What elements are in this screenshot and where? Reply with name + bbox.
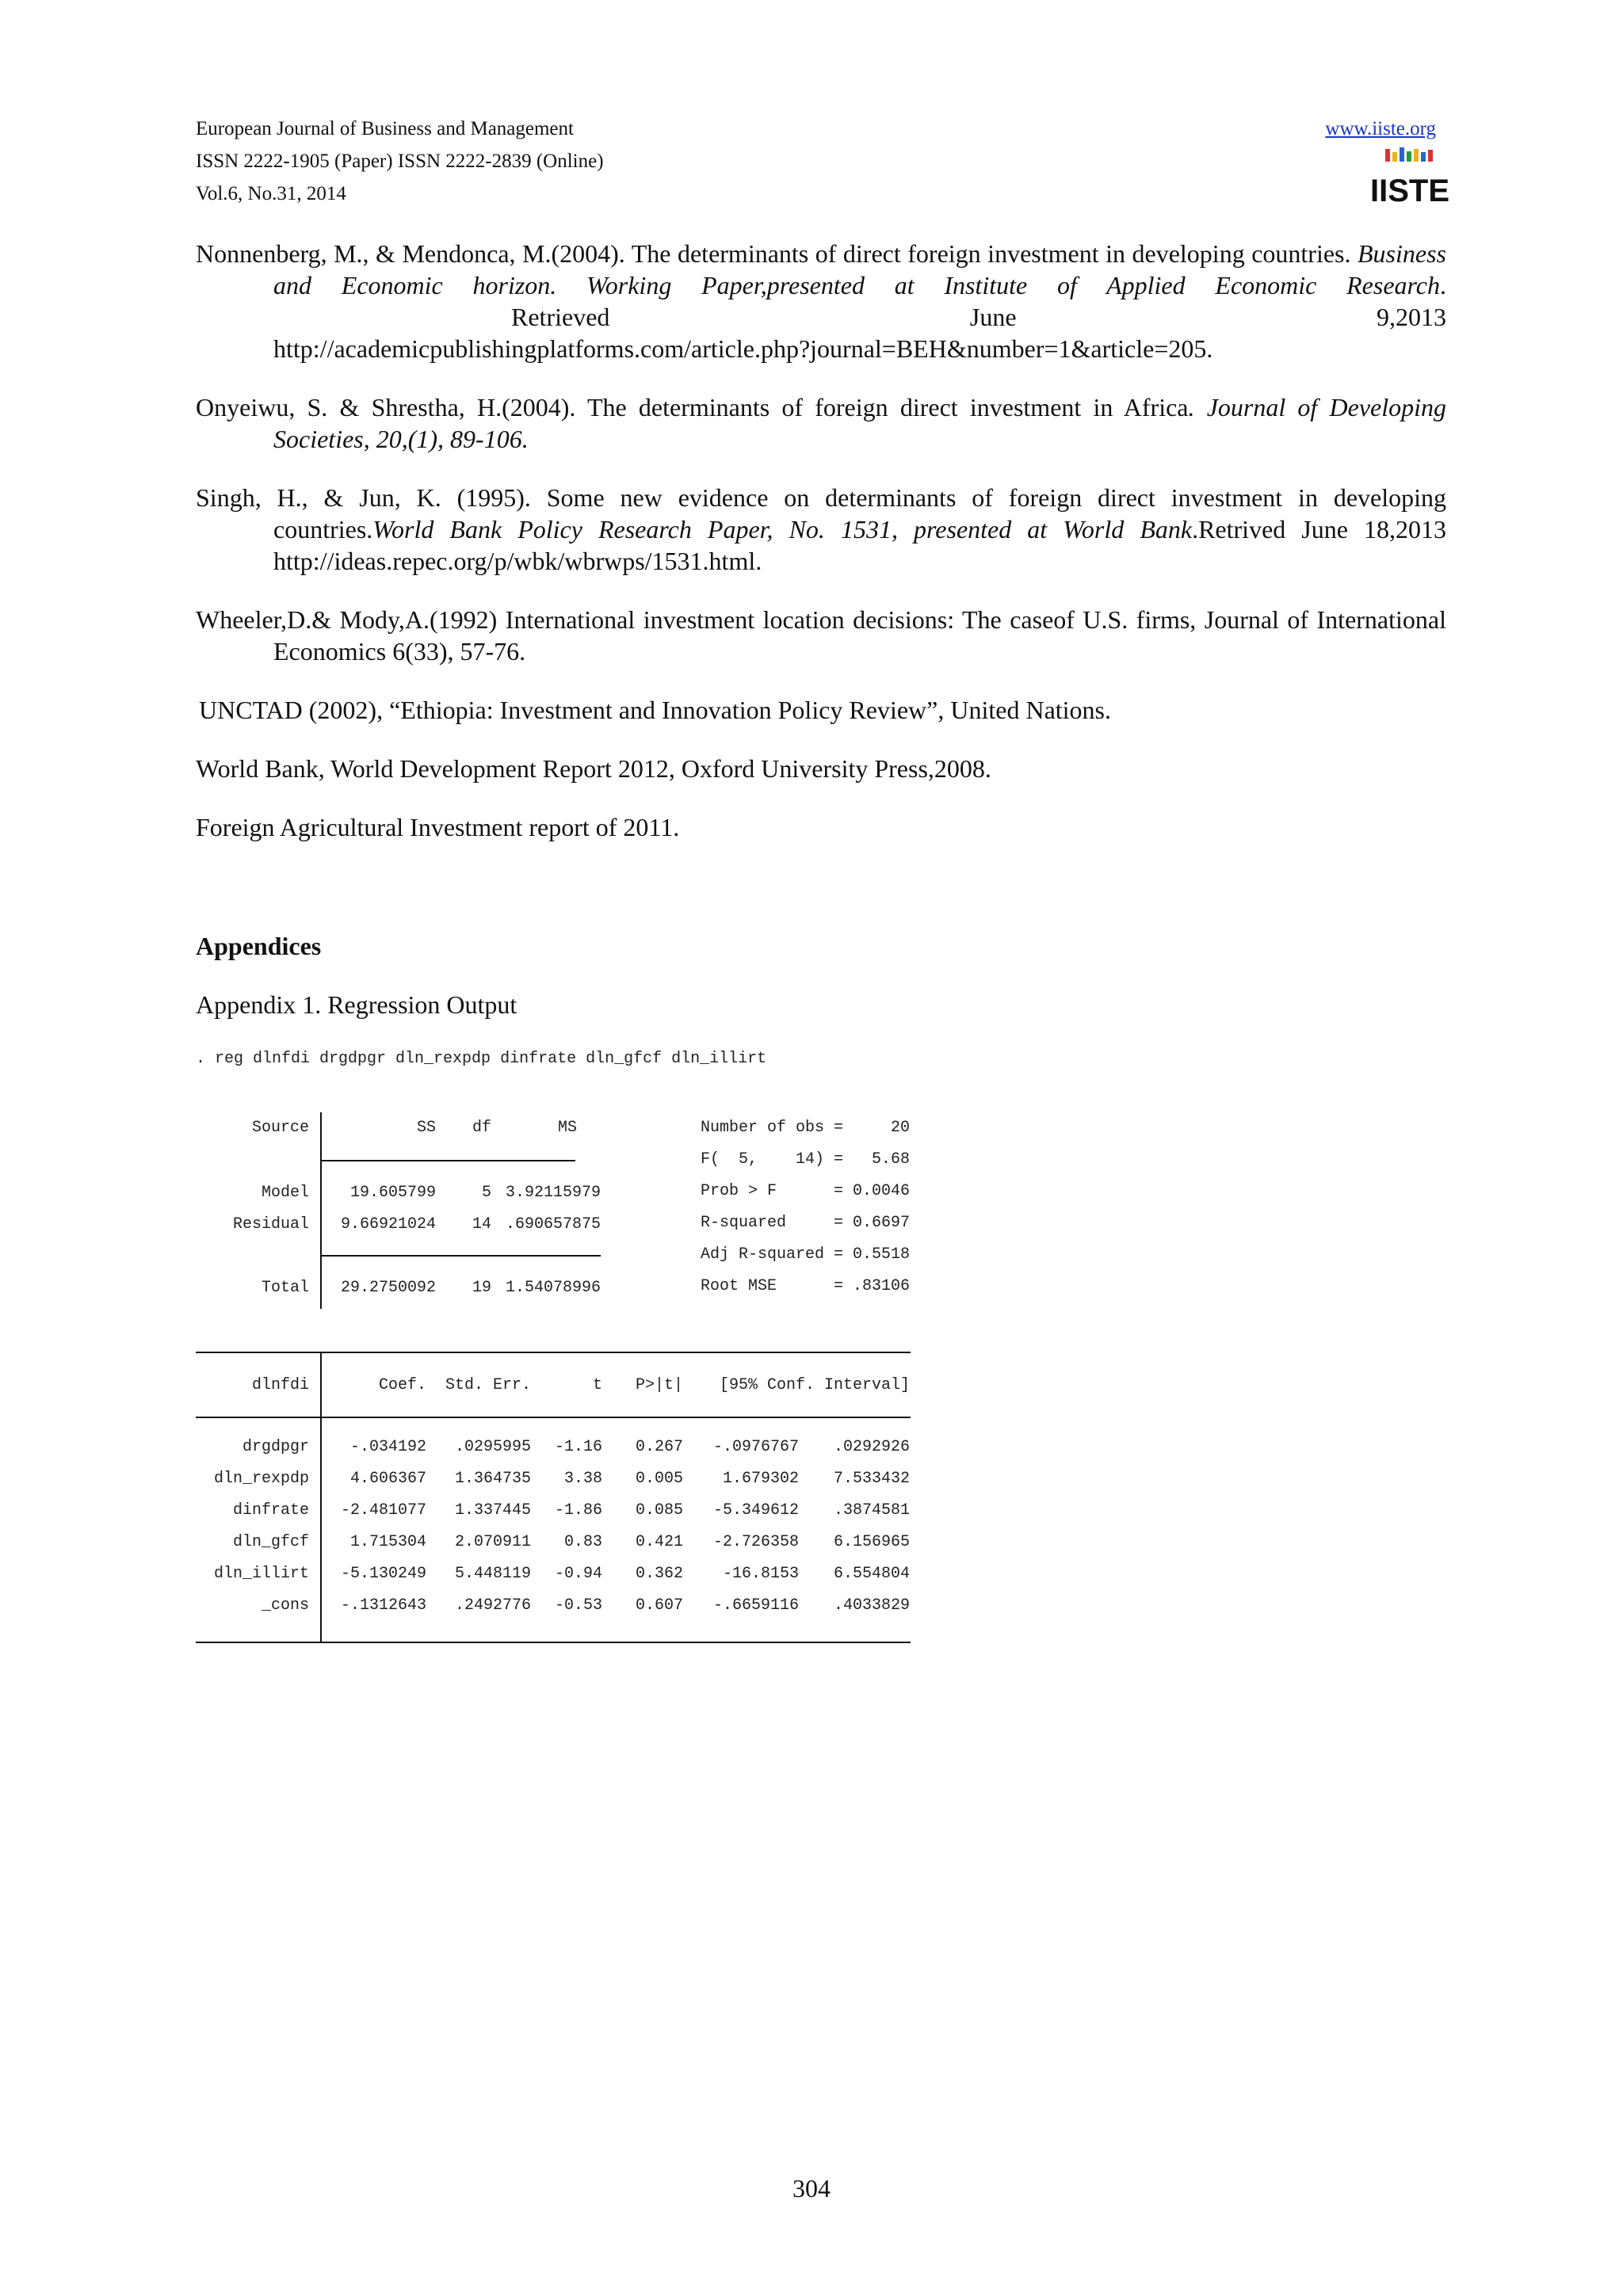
anova-row-model-source: Model <box>261 1184 309 1202</box>
coef-row-cell: -5.349612 <box>712 1501 799 1520</box>
coef-row-cell: 1.715304 <box>349 1533 426 1551</box>
coef-row-variable: _cons <box>261 1596 309 1615</box>
stata-command: . reg dlnfdi drgdpgr dln_rexpdp dinfrate dln_gfcf dln_illirt <box>196 1050 767 1068</box>
stat-value: 0.0046 <box>852 1182 910 1200</box>
coef-row-cell: -0.53 <box>555 1596 603 1615</box>
coef-row-cell: 0.607 <box>635 1596 683 1615</box>
anova-header-source: Source <box>251 1119 309 1137</box>
anova-header-ms: MS <box>557 1119 577 1137</box>
coef-row-variable: dln_illirt <box>213 1565 309 1583</box>
stat-label: Prob > F = <box>701 1182 844 1200</box>
journal-title: European Journal of Business and Management <box>196 118 574 139</box>
coef-row-cell: -2.726358 <box>712 1533 799 1551</box>
coef-row-variable: dinfrate <box>232 1501 309 1520</box>
coef-row-cell: -1.86 <box>555 1501 603 1520</box>
stat-value: 20 <box>890 1119 910 1137</box>
coef-row-cell: 4.606367 <box>349 1470 426 1488</box>
coef-row-cell: 2.070911 <box>454 1533 531 1551</box>
stat-value: 0.6697 <box>852 1214 910 1232</box>
coef-row-cell: .0295995 <box>454 1438 531 1456</box>
stat-label: F( 5, 14) = <box>701 1150 844 1169</box>
coef-row-cell: -0.94 <box>555 1565 603 1583</box>
coef-row-cell: 6.554804 <box>833 1565 910 1583</box>
header-right <box>1325 113 1436 145</box>
coef-row-cell: 1.679302 <box>722 1470 799 1488</box>
iiste-logo <box>1369 147 1450 208</box>
coef-header-coef: Coef. <box>378 1376 426 1394</box>
anova-total-ms: 1.54078996 <box>505 1279 601 1297</box>
coef-row-cell: 1.364735 <box>454 1470 531 1488</box>
coef-header-t: t <box>592 1376 602 1394</box>
reference-foreign-agri: Foreign Agricultural Investment report of 2011. <box>196 813 680 841</box>
stat-label: Number of obs = <box>701 1119 844 1137</box>
coef-row-cell: .4033829 <box>833 1596 910 1615</box>
journal-issn: ISSN 2222-1905 (Paper) ISSN 2222-2839 (Online) <box>196 151 604 172</box>
anova-row-residual-source: Residual <box>232 1215 309 1234</box>
coef-row-cell: .3874581 <box>833 1501 910 1520</box>
stat-value: .83106 <box>852 1277 910 1295</box>
logo-text: IISTE <box>1369 174 1450 208</box>
coef-row-variable: dln_rexpdp <box>213 1470 309 1488</box>
reference-nonnenberg: Nonnenberg, M., & Mendonca, M.(2004). The determinants of direct foreign investment in developing countries. Business and Economic horizon. Working Paper,presented at Institute of Applied Economic Research. Retrieved June 9,2013 http://academicpublishingplatforms.com/article.php?journal=BEH&number=1&article=205. <box>196 239 1447 363</box>
coef-row-cell: 0.085 <box>635 1501 683 1520</box>
appendix-1-title: Appendix 1. Regression Output <box>196 990 517 1019</box>
coef-row-cell: 7.533432 <box>833 1470 910 1488</box>
coef-row-cell: .0292926 <box>833 1438 910 1456</box>
anova-total-ss: 29.2750092 <box>340 1279 436 1297</box>
coef-row-cell: 6.156965 <box>833 1533 910 1551</box>
journal-header <box>196 113 604 210</box>
coef-header-p: P>|t| <box>635 1376 683 1394</box>
coef-row-variable: dln_gfcf <box>232 1533 309 1551</box>
coef-row-cell: .2492776 <box>454 1596 531 1615</box>
anova-header-df: df <box>472 1119 491 1137</box>
stat-label: Adj R-squared = <box>701 1245 844 1264</box>
anova-header-ss: SS <box>416 1119 436 1137</box>
reference-world-bank: World Bank, World Development Report 2012, Oxford University Press,2008. <box>196 754 991 783</box>
coef-row-cell: 0.005 <box>635 1470 683 1488</box>
coef-header-se: Std. Err. <box>445 1376 531 1394</box>
coef-row-cell: 0.362 <box>635 1565 683 1583</box>
anova-row-residual-df: 14 <box>472 1215 491 1234</box>
anova-total-df: 19 <box>472 1279 491 1297</box>
coef-row-cell: -.0976767 <box>712 1438 799 1456</box>
coef-row-variable: drgdpgr <box>242 1438 309 1456</box>
reference-onyeiwu: Onyeiwu, S. & Shrestha, H.(2004). The determinants of foreign direct investment in Africa. Journal of Developing Societies, 20,(1), 89-106. <box>196 393 1446 453</box>
references-list <box>196 238 1446 870</box>
anova-row-residual-ss: 9.66921024 <box>340 1215 436 1234</box>
stat-value: 0.5518 <box>852 1245 910 1264</box>
coef-header-ci: [95% Conf. Interval] <box>719 1376 910 1394</box>
stat-label: R-squared = <box>701 1214 844 1232</box>
appendices-heading: Appendices <box>196 932 322 960</box>
reference-singh: Singh, H., & Jun, K. (1995). Some new evidence on determinants of foreign direct investment in developing countries.World Bank Policy Research Paper, No. 1531, presented at World Bank.Retrived June 18,2013 http://ideas.repec.org/p/wbk/wbrwps/1531.html. <box>196 483 1447 575</box>
anova-row-model-ss: 19.605799 <box>349 1184 436 1202</box>
coef-row-cell: 3.38 <box>563 1470 602 1488</box>
coef-row-cell: 0.83 <box>563 1533 602 1551</box>
anova-total-source: Total <box>261 1279 309 1297</box>
coef-row-cell: -16.8153 <box>722 1565 799 1583</box>
coef-row-cell: -.034192 <box>349 1438 426 1456</box>
anova-row-residual-ms: .690657875 <box>505 1215 601 1234</box>
coef-row-cell: 0.421 <box>635 1533 683 1551</box>
coef-row-cell: -1.16 <box>555 1438 603 1456</box>
anova-row-model-ms: 3.92115979 <box>505 1184 601 1202</box>
journal-volume: Vol.6, No.31, 2014 <box>196 183 346 204</box>
reference-wheeler: Wheeler,D.& Mody,A.(1992) International investment location decisions: The caseof U.S. firms, Journal of International Economics 6(33), 57-76. <box>196 605 1446 666</box>
anova-row-model-df: 5 <box>481 1184 491 1202</box>
coef-row-cell: 1.337445 <box>454 1501 531 1520</box>
coef-row-cell: -.6659116 <box>712 1596 799 1615</box>
coef-header-var: dlnfdi <box>251 1376 309 1394</box>
coef-row-cell: -.1312643 <box>341 1596 427 1615</box>
coef-row-cell: -5.130249 <box>341 1565 427 1583</box>
page-number: 304 <box>792 2174 831 2203</box>
reference-unctad: UNCTAD (2002), “Ethiopia: Investment and Innovation Policy Review”, United Nations. <box>199 696 1111 724</box>
stat-value: 5.68 <box>871 1150 910 1169</box>
coef-row-cell: 5.448119 <box>454 1565 531 1583</box>
stat-label: Root MSE = <box>701 1277 844 1295</box>
website-link[interactable]: www.iiste.org <box>1325 118 1436 139</box>
coef-row-cell: 0.267 <box>635 1438 683 1456</box>
coef-row-cell: -2.481077 <box>341 1501 427 1520</box>
